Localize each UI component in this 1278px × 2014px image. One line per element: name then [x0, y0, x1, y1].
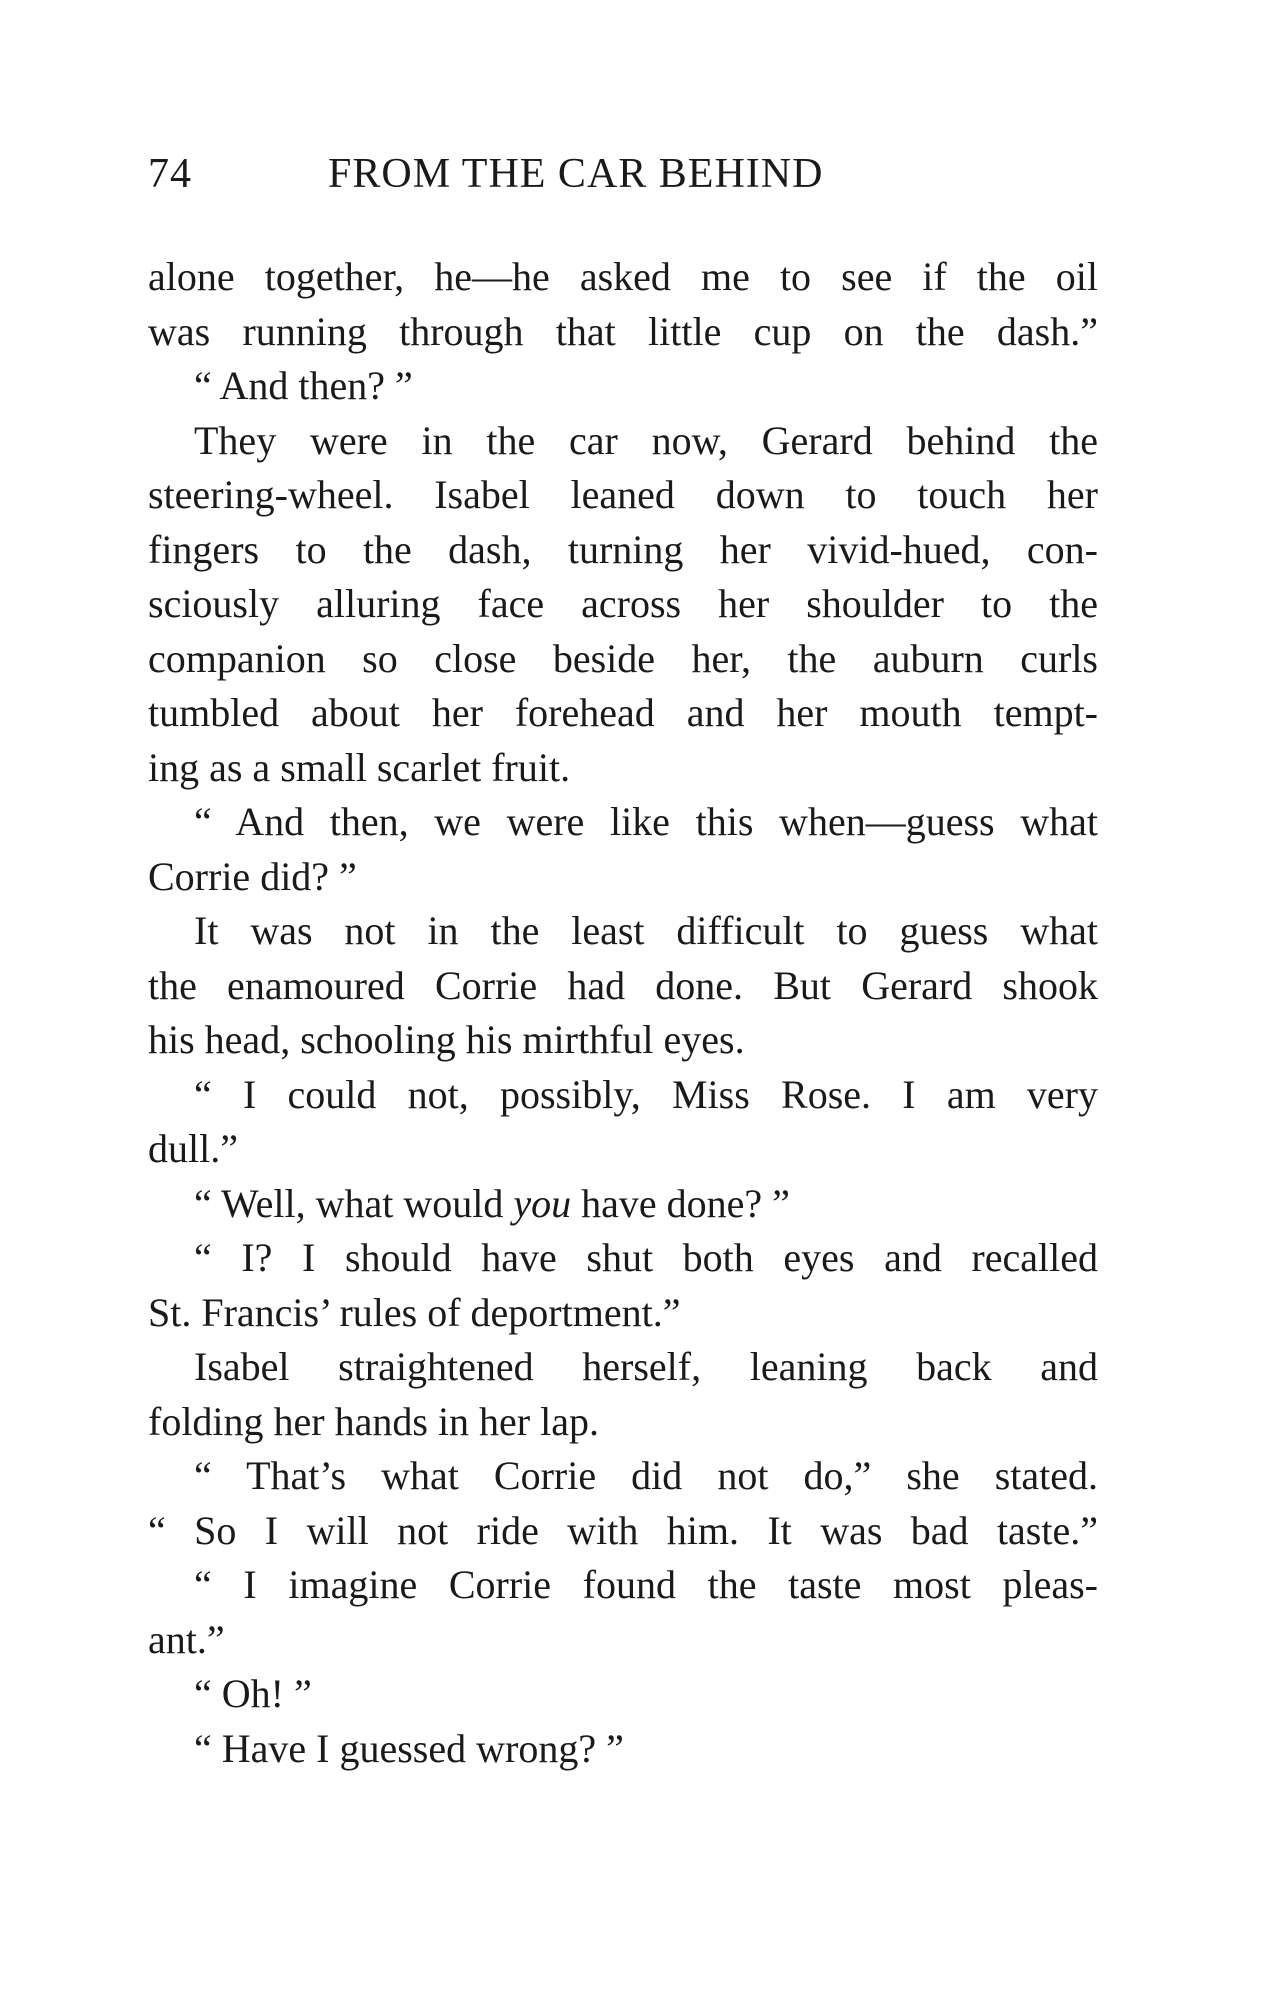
italic-word: you [513, 1180, 572, 1226]
text-line: the enamoured Corrie had done. But Gerard shook [148, 962, 1098, 1008]
text-line: companion so close beside her, the auburn curls [148, 635, 1098, 681]
text-line: fingers to the dash, turning her vivid-hued, con- [148, 526, 1098, 572]
text-line: ant.” [148, 1616, 225, 1662]
text-line: It was not in the least difficult to guess what [194, 908, 1098, 953]
body-text [148, 250, 1098, 1776]
text-line: dull.” [148, 1126, 238, 1171]
running-title: FROM THE CAR BEHIND [328, 151, 824, 197]
text-line: “ Have I guessed wrong? ” [194, 1725, 624, 1771]
text-line-with-italic [148, 1177, 1098, 1232]
text-line: was running through that little cup on the dash.” [148, 308, 1098, 354]
text-line: “ I imagine Corrie found the taste most pleas- [194, 1562, 1098, 1607]
text-line: “ That’s what Corrie did not do,” she stated. [194, 1453, 1098, 1498]
text-line: St. Francis’ rules of deportment.” [148, 1289, 681, 1335]
text-segment: “ Well, what would [194, 1180, 514, 1226]
text-line: “ And then, we were like this when—guess what [194, 799, 1098, 844]
text-line: folding her hands in her lap. [148, 1398, 599, 1444]
text-line: alone together, he—he asked me to see if the oil [148, 254, 1098, 299]
text-segment: have done? ” [571, 1180, 790, 1226]
page-number: 74 [148, 151, 192, 197]
text-line: “ Oh! ” [194, 1671, 312, 1716]
text-line: Isabel straightened herself, leaning back and [194, 1344, 1098, 1389]
text-line: “ I could not, possibly, Miss Rose. I am very [194, 1071, 1098, 1117]
text-line: They were in the car now, Gerard behind the [194, 417, 1098, 463]
text-line: steering-wheel. Isabel leaned down to touch her [148, 472, 1098, 517]
text-line: sciously alluring face across her shoulder to the [148, 581, 1098, 626]
text-line: Corrie did? ” [148, 853, 357, 899]
text-line: tumbled about her forehead and her mouth tempt- [148, 690, 1098, 735]
running-head [148, 150, 1098, 200]
text-line: ing as a small scarlet fruit. [148, 744, 571, 790]
text-line: “ And then? ” [194, 363, 413, 408]
text-line: his head, schooling his mirthful eyes. [148, 1017, 745, 1062]
text-line: “ So I will not ride with him. It was bad taste.” [148, 1507, 1098, 1553]
text-line: “ I? I should have shut both eyes and recalled [194, 1235, 1098, 1280]
